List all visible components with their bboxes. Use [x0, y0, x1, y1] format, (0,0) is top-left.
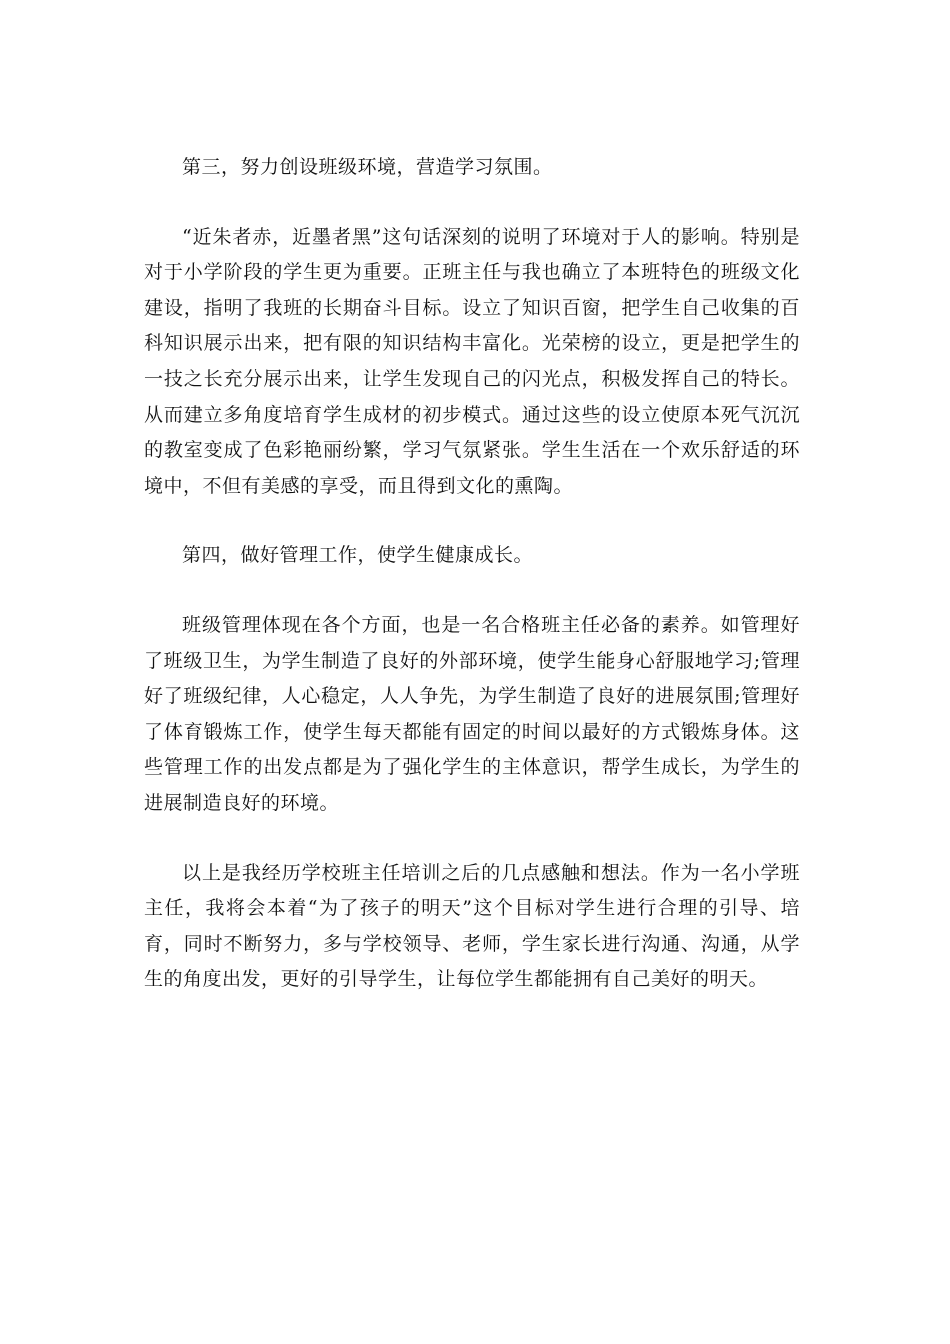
document-page: [144, 150, 800, 998]
section-body-fourth: 班级管理体现在各个方面，也是一名合格班主任必备的素养。如管理好了班级卫生，为学生制造了良好的外部环境，使学生能身心舒服地学习;管理好了班级纪律，人心稳定，人人争先，为学生制造了良好的进展氛围;管理好了体育锻炼工作，使学生每天都能有固定的时间以最好的方式锻炼身体。这些管理工作的出发点都是为了强化学生的主体意识，帮学生成长，为学生的进展制造良好的环境。: [144, 613, 800, 814]
section-heading-third: 第三，努力创设班级环境，营造学习氛围。: [182, 156, 553, 178]
section-body-third: “近朱者赤，近墨者黑”这句话深刻的说明了环境对于人的影响。特别是对于小学阶段的学生更为重要。正班主任与我也确立了本班特色的班级文化建设，指明了我班的长期奋斗目标。设立了知识百窗，把学生自己收集的百科知识展示出来，把有限的知识结构丰富化。光荣榜的设立，更是把学生的一技之长充分展示出来，让学生发现自己的闪光点，积极发挥自己的特长。从而建立多角度培育学生成材的初步模式。通过这些的设立使原本死气沉沉的教室变成了色彩艳丽纷繁，学习气氛紧张。学生生活在一个欢乐舒适的环境中，不但有美感的享受，而且得到文化的熏陶。: [144, 225, 800, 497]
section-heading-fourth: 第四，做好管理工作，使学生健康成长。: [182, 544, 534, 567]
conclusion-paragraph: 以上是我经历学校班主任培训之后的几点感触和想法。作为一名小学班主任，我将会本着“为了孩子的明天”这个目标对学生进行合理的引导、培育，同时不断努力，多与学校领导、老师，学生家长进行沟通、沟通，从学生的角度出发，更好的引导学生，让每位学生都能拥有自己美好的明天。: [144, 861, 800, 991]
